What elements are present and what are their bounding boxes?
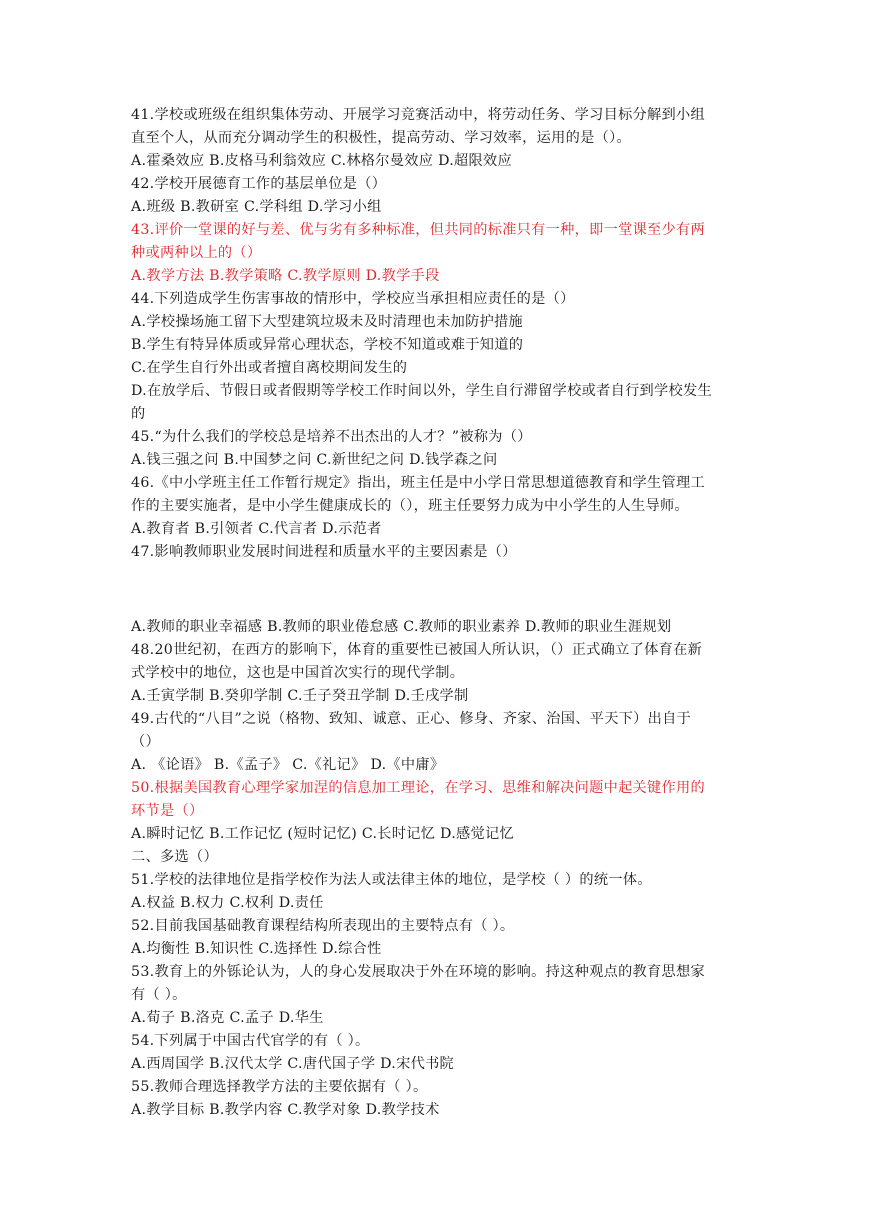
q46-stem-line-2: 作的主要实施者，是中小学生健康成长的（），班主任要努力成为中小学生的人生导师。 (131, 498, 689, 514)
q43-stem-line-2: 种或两种以上的（） (131, 245, 262, 261)
q45-stem: 45.“为什么我们的学校总是培养不出杰出的人才？”被称为（） (131, 429, 532, 445)
q44-option-a: A.学校操场施工留下大型建筑垃圾未及时清理也未加防护措施 (131, 314, 524, 330)
q41-stem-line-1: 41.学校或班级在组织集体劳动、开展学习竞赛活动中，将劳动任务、学习目标分解到小组 (131, 107, 705, 123)
q51-options: A.权益 B.权力 C.权利 D.责任 (131, 895, 324, 911)
q43-options: A.教学方法 B.教学策略 C.教学原则 D.教学手段 (131, 268, 440, 284)
q52-options: A.均衡性 B.知识性 C.选择性 D.综合性 (131, 941, 382, 957)
q41-options: A.霍桑效应 B.皮格马利翁效应 C.林格尔曼效应 D.超限效应 (131, 153, 512, 169)
q46-options: A.教育者 B.引领者 C.代言者 D.示范者 (131, 521, 382, 537)
q55-options: A.教学目标 B.教学内容 C.教学对象 D.教学技术 (131, 1102, 440, 1118)
q54-options: A.西周国学 B.汉代太学 C.唐代国子学 D.宋代书院 (131, 1056, 455, 1072)
q44-option-d-line-2: 的 (131, 406, 146, 422)
q44-option-b: B.学生有特异体质或异常心理状态，学校不知道或难于知道的 (131, 337, 524, 353)
q55-stem: 55.教师合理选择教学方法的主要依据有（ ）。 (131, 1079, 428, 1095)
q48-stem-line-1: 48.20世纪初，在西方的影响下，体育的重要性已被国人所认识，（）正式确立了体育在新 (131, 642, 703, 658)
q53-stem-line-2: 有（ ）。 (131, 987, 187, 1003)
q48-stem-line-2: 式学校中的地位，这也是中国首次实行的现代学制。 (131, 665, 465, 681)
q47-options: A.教师的职业幸福感 B.教师的职业倦怠感 C.教师的职业素养 D.教师的职业生涯规划 (131, 619, 672, 635)
q45-options: A.钱三强之问 B.中国梦之问 C.新世纪之问 D.钱学森之问 (131, 452, 498, 468)
q50-options: A.瞬时记忆 B.工作记忆 (短时记忆) C.长时记忆 D.感觉记忆 (131, 826, 514, 842)
q50-stem-line-2: 环节是（） (131, 803, 204, 819)
q52-stem: 52.目前我国基础教育课程结构所表现出的主要特点有（ ）。 (131, 918, 515, 934)
q43-stem-line-1: 43.评价一堂课的好与差、优与劣有多种标准，但共同的标准只有一种，即一堂课至少有两 (131, 222, 705, 238)
q44-stem: 44.下列造成学生伤害事故的情形中，学校应当承担相应责任的是（） (131, 291, 575, 307)
q42-options: A.班级 B.教研室 C.学科组 D.学习小组 (131, 199, 382, 215)
section-heading-multi-choice: 二、多选（） (131, 849, 218, 865)
q47-stem: 47.影响教师职业发展时间进程和质量水平的主要因素是（） (131, 544, 517, 560)
q54-stem: 54.下列属于中国古代官学的有（ ）。 (131, 1033, 370, 1049)
q44-option-c: C.在学生自行外出或者擅自离校期间发生的 (131, 360, 408, 376)
q49-stem-line-2: （） (131, 734, 160, 750)
q44-option-d-line-1: D.在放学后、节假日或者假期等学校工作时间以外，学生自行滞留学校或者自行到学校发生 (131, 383, 712, 399)
q51-stem: 51.学校的法律地位是指学校作为法人或法律主体的地位，是学校（ ）的统一体。 (131, 872, 652, 888)
q50-stem-line-1: 50.根据美国教育心理学家加涅的信息加工理论，在学习、思维和解决问题中起关键作用的 (131, 780, 705, 796)
q53-options: A.荀子 B.洛克 C.孟子 D.华生 (131, 1010, 324, 1026)
q48-options: A.壬寅学制 B.癸卯学制 C.壬子癸丑学制 D.壬戌学制 (131, 688, 469, 704)
q49-stem-line-1: 49.古代的“八目”之说（格物、致知、诚意、正心、修身、齐家、治国、平天下）出自于 (131, 711, 692, 727)
q49-options: A. 《论语》 B.《孟子》 C.《礼记》 D.《中庸》 (131, 757, 445, 773)
q42-stem: 42.学校开展德育工作的基层单位是（） (131, 176, 387, 192)
q41-stem-line-2: 直至个人，从而充分调动学生的积极性，提高劳动、学习效率，运用的是（）。 (131, 130, 631, 146)
q46-stem-line-1: 46.《中小学班主任工作暂行规定》指出，班主任是中小学日常思想道德教育和学生管理工 (131, 475, 705, 491)
q53-stem-line-1: 53.教育上的外铄论认为，人的身心发展取决于外在环境的影响。持这种观点的教育思想家 (131, 964, 705, 980)
